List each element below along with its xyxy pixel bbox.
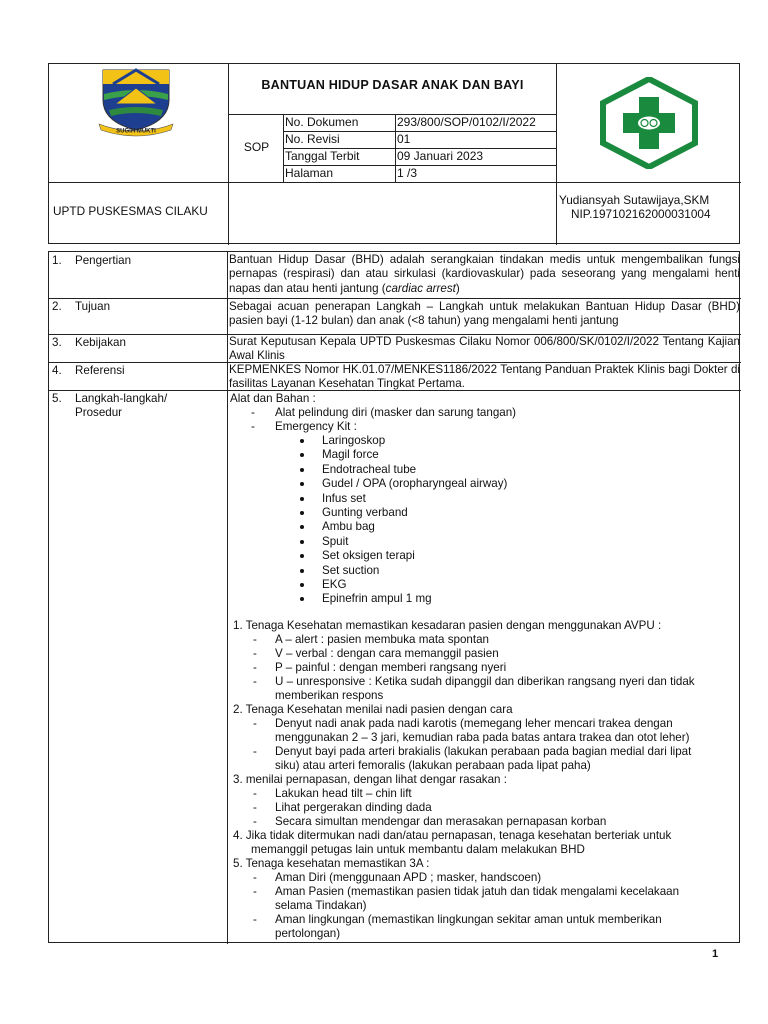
list-item: V – verbal : dengan cara memanggil pasien	[275, 647, 499, 660]
dash-marker: -	[253, 661, 257, 674]
bullet-icon	[300, 554, 304, 558]
list-item: U – unresponsive : Ketika sudah dipanggil dan diberikan rangsang nyeri dan tidak	[275, 675, 695, 688]
sop-label: SOP	[243, 140, 270, 154]
list-item: Denyut bayi pada arteri brakialis (lakukan perabaan pada bagian medial dari lipat	[275, 745, 692, 758]
meta-row: No. Revisi 01	[285, 132, 411, 146]
divider	[228, 182, 556, 183]
document-header	[48, 63, 740, 244]
document-title: BANTUAN HIDUP DASAR ANAK DAN BAYI	[261, 78, 524, 92]
list-item: A – alert : pasien membuka mata spontan	[275, 633, 489, 646]
divider	[227, 252, 228, 944]
dash-marker: -	[253, 633, 257, 646]
kit-item: Magil force	[322, 448, 379, 462]
regency-emblem-icon	[95, 64, 177, 138]
signer-nip: NIP.197102162000031004	[571, 206, 711, 221]
bullet-icon	[300, 525, 304, 529]
dash-marker: -	[251, 406, 255, 419]
kit-item: Gunting verband	[322, 506, 408, 519]
list-item: Alat pelindung diri (masker dan sarung tangan)	[275, 406, 517, 419]
bullet-icon	[300, 569, 304, 573]
dash-marker: -	[253, 801, 257, 814]
list-item-continued: pertolongan)	[275, 927, 341, 940]
meta-row: Halaman 1 /3	[285, 166, 418, 180]
divider	[49, 182, 228, 183]
kit-item: Set suction	[322, 563, 380, 577]
kit-item: Set oksigen terapi	[322, 549, 415, 563]
list-item: Aman lingkungan (memastikan lingkungan sekitar aman untuk memberikan	[275, 913, 662, 926]
list-item: Aman Diri (menggunaan APD ; masker, handscoen)	[275, 871, 542, 884]
kit-item: Epinefrin ampul 1 mg	[322, 592, 432, 606]
dash-marker: -	[253, 675, 257, 688]
dash-marker: -	[253, 885, 257, 898]
dash-marker: -	[253, 871, 257, 884]
divider	[556, 182, 741, 183]
bullet-icon	[300, 482, 304, 486]
dash-marker: -	[253, 815, 257, 828]
list-item: Lakukan head tilt – chin lift	[275, 787, 412, 800]
bullet-icon	[300, 497, 304, 501]
procedure-step: 2. Tenaga Kesehatan menilai nadi pasien dengan cara	[233, 703, 513, 716]
kit-item: EKG	[322, 578, 347, 591]
dash-marker: -	[253, 717, 257, 730]
kit-item: Laringoskop	[322, 434, 386, 447]
procedure-step: 3. menilai pernapasan, dengan lihat dengar rasakan :	[233, 773, 507, 786]
list-item-continued: selama Tindakan)	[275, 899, 367, 912]
procedure-step: 1. Tenaga Kesehatan memastikan kesadaran pasien dengan menggunakan AVPU :	[233, 619, 662, 632]
bullet-icon	[300, 439, 304, 443]
meta-row: Tanggal Terbit 09 Januari 2023	[285, 149, 484, 163]
dash-marker: -	[251, 420, 255, 433]
divider	[49, 298, 741, 299]
kit-item: Infus set	[322, 491, 366, 505]
bullet-icon	[300, 511, 304, 515]
organization-name: UPTD PUSKESMAS CILAKU	[53, 204, 208, 218]
puskesmas-logo-icon	[599, 77, 699, 169]
dash-marker: -	[253, 745, 257, 758]
section-text-referensi: KEPMENKES Nomor HK.01.07/MENKES1186/2022 Tentang Panduan Praktek Klinis bagi Dokter di fasilitas Layanan Kesehatan Tingkat Pertama.	[229, 363, 740, 391]
bullet-icon	[300, 453, 304, 457]
list-item: Aman Pasien (memastikan pasien tidak jatuh dan tidak mengalami kecelakaan	[275, 885, 680, 898]
bullet-icon	[300, 583, 304, 587]
bullet-icon	[300, 540, 304, 544]
bullet-icon	[300, 597, 304, 601]
list-item-continued: memberikan respons	[275, 689, 384, 702]
dash-marker: -	[253, 647, 257, 660]
procedure-step: 4. Jika tidak ditermukan nadi dan/atau pernapasan, tenaga kesehatan berteriak untuk	[233, 829, 672, 842]
list-item: Denyut nadi anak pada nadi karotis (memegang leher mencari trakea dengan	[275, 717, 673, 730]
kit-item: Endotracheal tube	[322, 462, 417, 476]
list-item: P – painful : dengan memberi rangsang nyeri	[275, 661, 507, 674]
signer-name: Yudiansyah Sutawijaya,SKM	[559, 193, 710, 207]
procedure-step-continued: memanggil petugas lain untuk membantu dalam melakukan BHD	[251, 843, 585, 856]
procedure-step: 5. Tenaga kesehatan memastikan 3A :	[233, 857, 430, 870]
section-text-tujuan: Sebagai acuan penerapan Langkah – Langkah untuk melakukan Bantuan Hidup Dasar (BHD) pasien bayi (1-12 bulan) dan anak (<8 tahun) yang mengalami henti jantung	[229, 300, 740, 328]
kit-item: Ambu bag	[322, 520, 375, 534]
sop-content-table: 1. Pengertian Bantuan Hidup Dasar (BHD) adalah serangkaian tindakan medis untuk mengembalikan fungsi pernapas (respirasi) dan atau sirkulasi (kardiovaskular) pada seseorang yang mengalami henti napas dan atau henti jantung (cardiac arrest) 2. Tujuan Sebagai acuan penerapan Langkah – Langkah untuk melakukan Bantuan Hidup Dasar (BHD) pasien bayi (1-12 bulan) dan anak (<8 tahun) yang mengalami henti jantung 3. Kebijakan Surat Keputusan Kepala UPTD Puskesmas Cilaku Nomor 006/800/SK/0102/I/2022 Tentang Kajian Awal Klinis 4. Referensi KEPMENKES Nomor HK.01.07/MENKES1186/2022 Tentang Panduan Praktek Klinis bagi Dokter di fasilitas Layanan Kesehatan Tingkat Pertama. 5. Langkah-langkah/ Prosedur Alat dan Bahan : - Alat pelindung diri (masker dan sarung tangan) - Emergency Kit : Laringoskop Magil force Endotracheal tube Gudel / OPA (oropharyngeal airway) Infus set Gunting verband Ambu bag Spuit Set oksigen terapi Set suction EKG Epinefrin ampul 1 mg 1. Tenaga Kesehatan memastikan kesadaran pasien dengan menggunakan AVPU : - A – alert : pasien membuka mata spontan - V – verbal : dengan cara memanggil pasien - P – painful : dengan memberi rangsang nyeri - U – unresponsive : Ketika sudah dipanggil dan diberikan rangsang nyeri dan tidak memberikan respons 2. Tenaga Kesehatan menilai nadi pasien dengan cara - Denyut nadi anak pada nadi karotis (memegang leher mencari trakea dengan menggunakan 2 – 3 jari, kemudian raba pada batas antara trakea dan otot leher) - Denyut bayi pada arteri brakialis (lakukan perabaan pada bagian medial dari lipat siku) atau arteri femoralis (lakukan perabaan pada lipat paha) 3. menilai pernapasan, dengan lihat dengar rasakan : - Lakukan head tilt – chin lift - Lihat pergerakan dinding dada - Secara simultan mendengar dan merasakan pernapasan korban 4. Jika tidak ditermukan nadi dan/atau pernapasan, tenaga kesehatan berteriak untuk memanggil petugas lain untuk membantu dalam melakukan BHD 5. Tenaga kesehatan memastikan 3A : - Aman Diri (menggunaan APD ; masker, handscoen) - Aman Pasien (memastikan pasien tidak jatuh dan tidak mengalami kecelakaan selama Tindakan) - Aman lingkungan (memastikan lingkungan sekitar aman untuk memberikan pertolongan)	[48, 251, 740, 943]
page-number: 1	[712, 948, 719, 960]
list-item: Secara simultan mendengar dan merasakan pernapasan korban	[275, 815, 607, 828]
kit-item: Spuit	[322, 534, 349, 548]
section-text-kebijakan: Surat Keputusan Kepala UPTD Puskesmas Cilaku Nomor 006/800/SK/0102/I/2022 Tentang Kajian Awal Klinis	[229, 335, 740, 363]
alat-title: Alat dan Bahan :	[230, 392, 316, 405]
svg-text:SUGIH MUKTI: SUGIH MUKTI	[116, 128, 156, 135]
bullet-icon	[300, 468, 304, 472]
list-item: Emergency Kit :	[275, 420, 357, 433]
signer-block	[557, 194, 741, 221]
list-item: Lihat pergerakan dinding dada	[275, 801, 432, 814]
dash-marker: -	[253, 787, 257, 800]
meta-row: No. Dokumen 293/800/SOP/0102/I/2022	[285, 115, 536, 129]
dash-marker: -	[253, 913, 257, 926]
section-text-pengertian: Bantuan Hidup Dasar (BHD) adalah serangkaian tindakan medis untuk mengembalikan fungsi pernapas (respirasi) dan atau sirkulasi (kardiovaskular) pada seseorang yang mengalami henti napas dan atau henti jantung (cardiac arrest)	[229, 253, 740, 295]
list-item-continued: siku) atau arteri femoralis (lakukan perabaan pada lipat paha)	[275, 759, 591, 772]
list-item-continued: menggunakan 2 – 3 jari, kemudian raba pada batas antara trakea dan otot leher)	[275, 731, 690, 744]
kit-item: Gudel / OPA (oropharyngeal airway)	[322, 477, 508, 491]
